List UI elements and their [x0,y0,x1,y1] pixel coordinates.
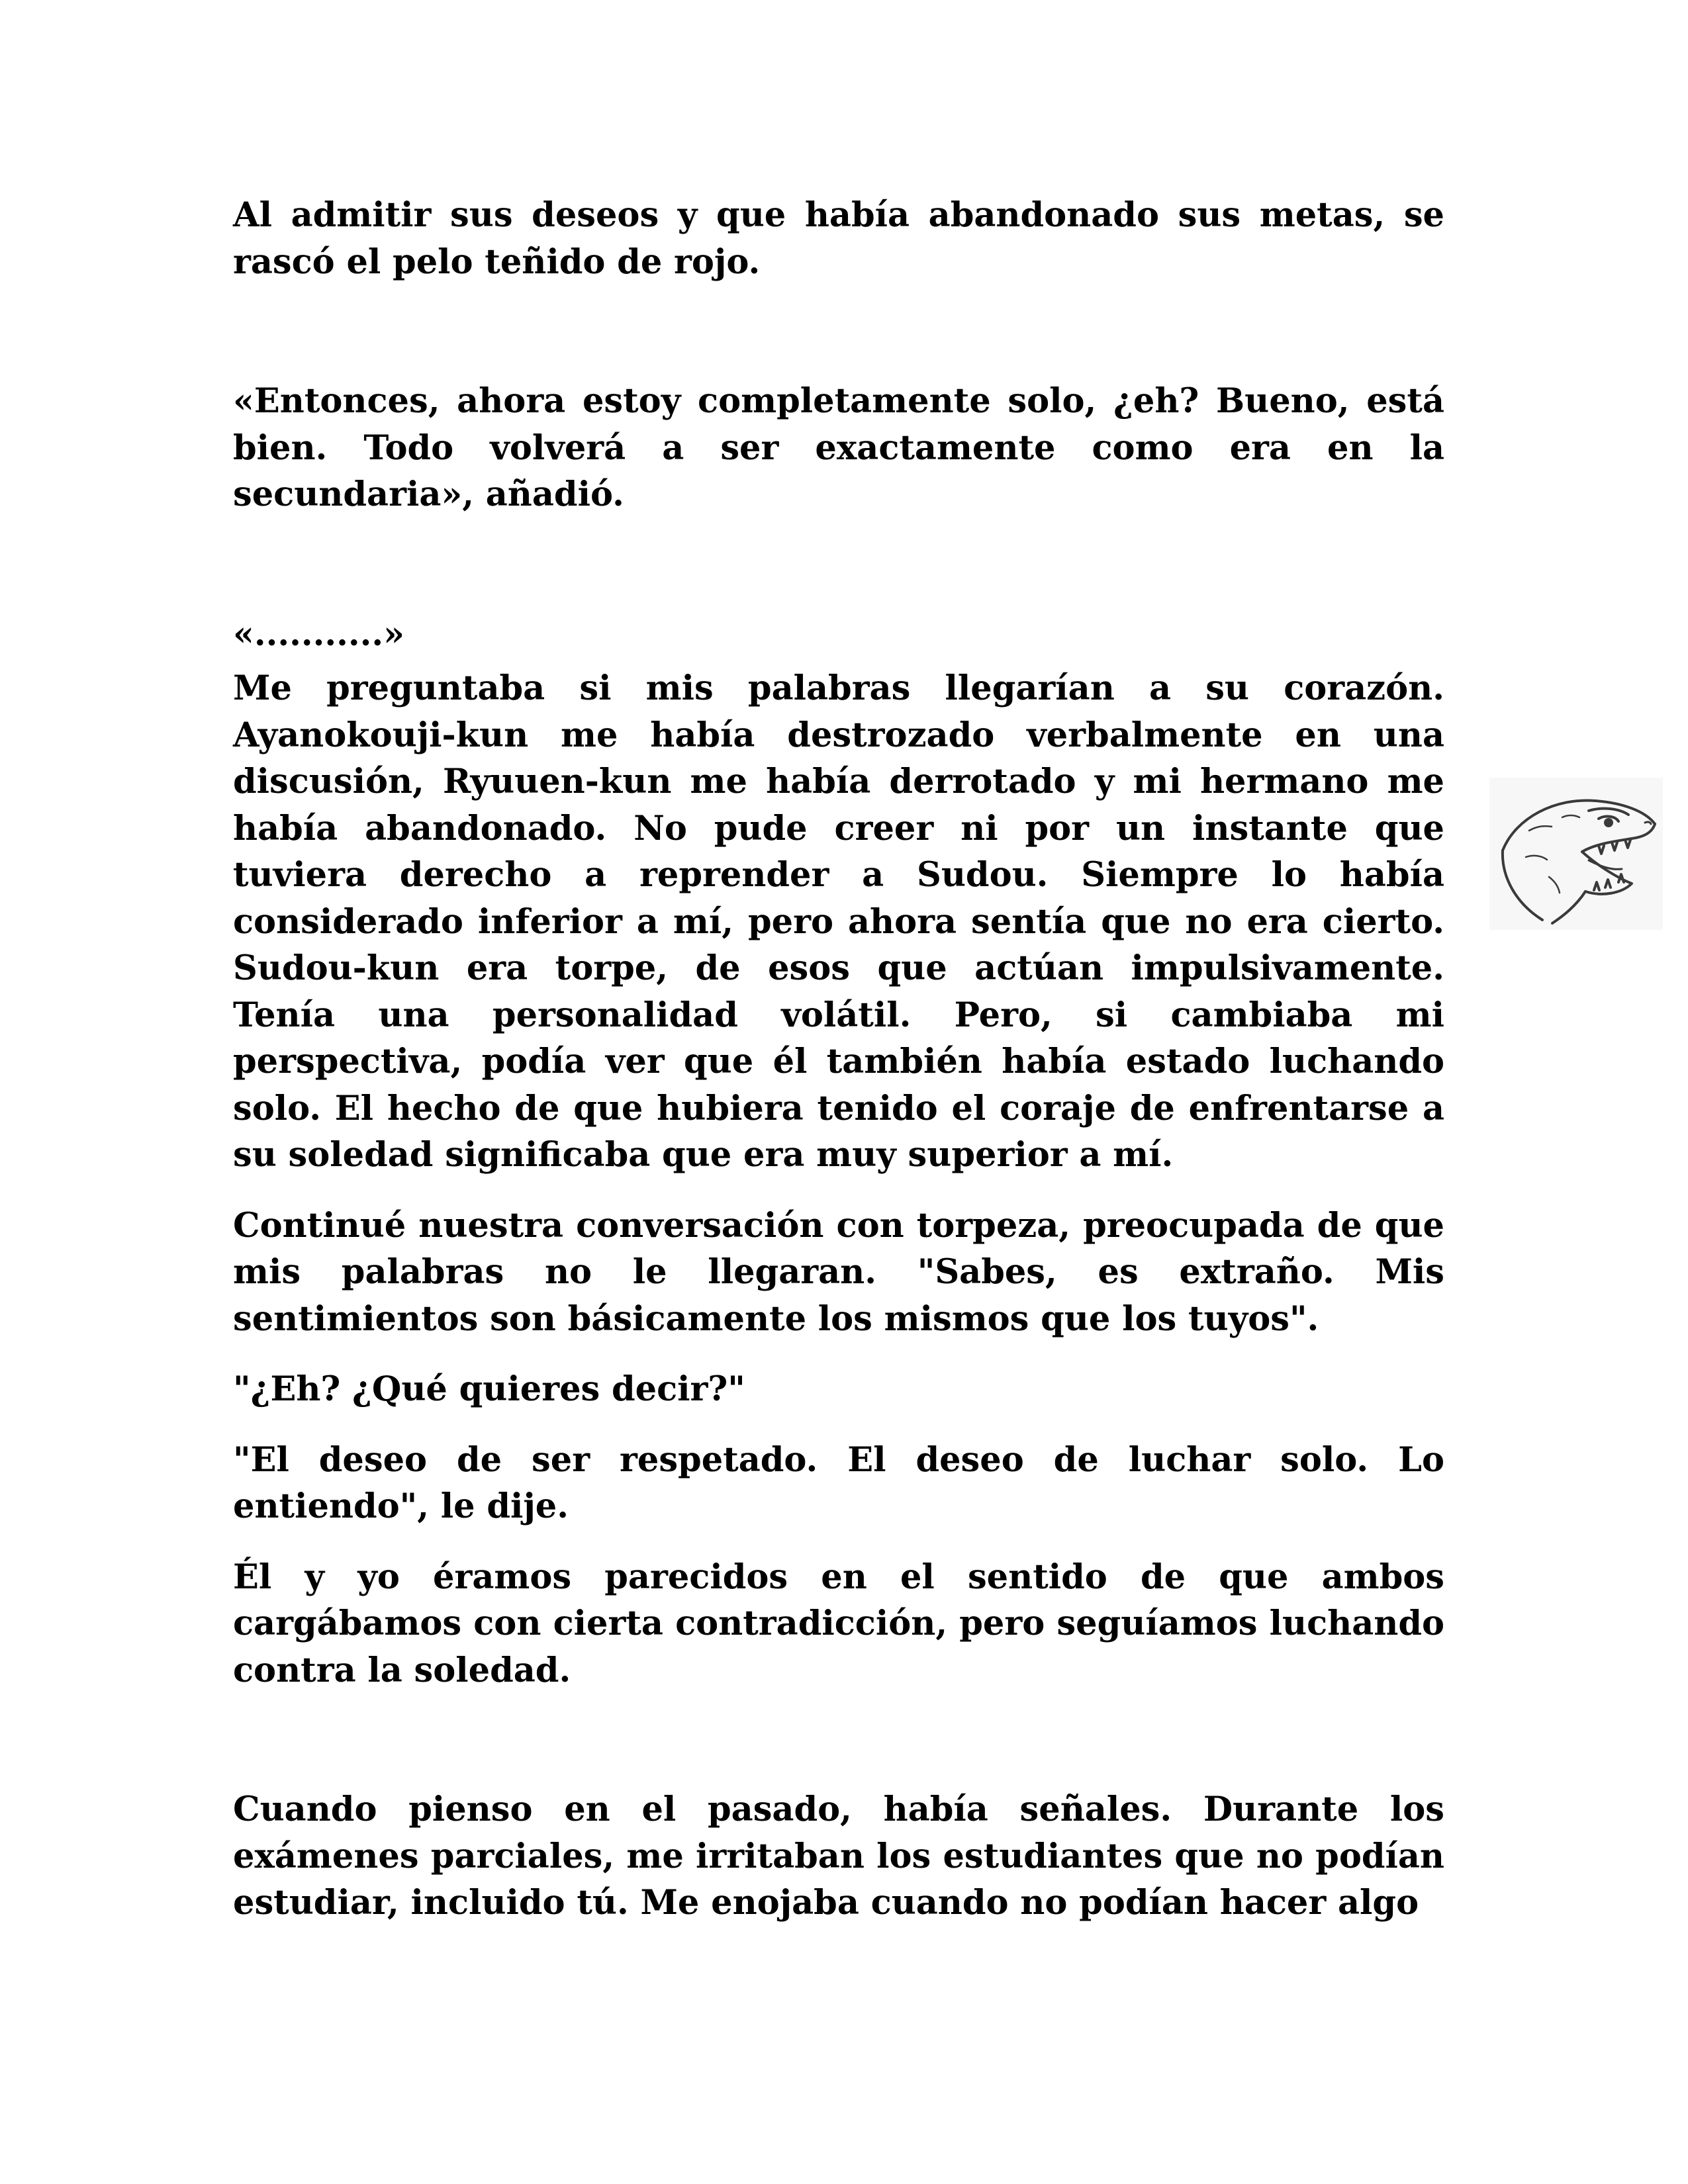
paragraph-3-ellipsis: «...........» [233,614,405,654]
paragraph-4: Me preguntaba si mis palabras llegarían a su corazón. Ayanokouji-kun me había destrozado verbalmente en una discusión, Ryuuen-kun me había derrotado y mi hermano me había abandonado. No pude creer ni por un instante que tuviera derecho a reprender a Sudou. Siempre lo había considerado inferior a mí, pero ahora sentía que no era cierto. Sudou-kun era torpe, de esos que actúan impulsivamente. Tenía una personalidad volátil. Pero, si cambiaba mi perspectiva, podía ver que él también había estado luchando solo. El hecho de que hubiera tenido el coraje de enfrentarse a su soledad significaba que era muy superior a mí. [233,668,1444,1175]
paragraph-1: Al admitir sus deseos y que había abandonado sus metas, se rascó el pelo teñido de rojo. [233,195,1444,282]
paragraph-5: Continué nuestra conversación con torpeza, preocupada de que mis palabras no le llegaran. "Sabes, es extraño. Mis sentimientos son básicamente los mismos que los tuyos". [233,1205,1444,1339]
paragraph-7-dialogue: "El deseo de ser respetado. El deseo de luchar solo. Lo entiendo", le dije. [233,1439,1444,1526]
dinosaur-head-sketch-icon [1489,778,1663,930]
paragraph-6-dialogue: "¿Eh? ¿Qué quieres decir?" [233,1369,745,1409]
paragraph-2-dialogue: «Entonces, ahora estoy completamente solo, ¿eh? Bueno, está bien. Todo volverá a ser exactamente como era en la secundaria», añadió. [233,381,1444,514]
paragraph-9: Cuando pienso en el pasado, había señales. Durante los exámenes parciales, me irritaban los estudiantes que no podían estudiar, incluido tú. Me enojaba cuando no podían hacer algo [233,1790,1444,1923]
paragraph-8: Él y yo éramos parecidos en el sentido de que ambos cargábamos con cierta contradicción, pero seguíamos luchando contra la soledad. [233,1557,1444,1690]
document-body [233,192,1444,1927]
